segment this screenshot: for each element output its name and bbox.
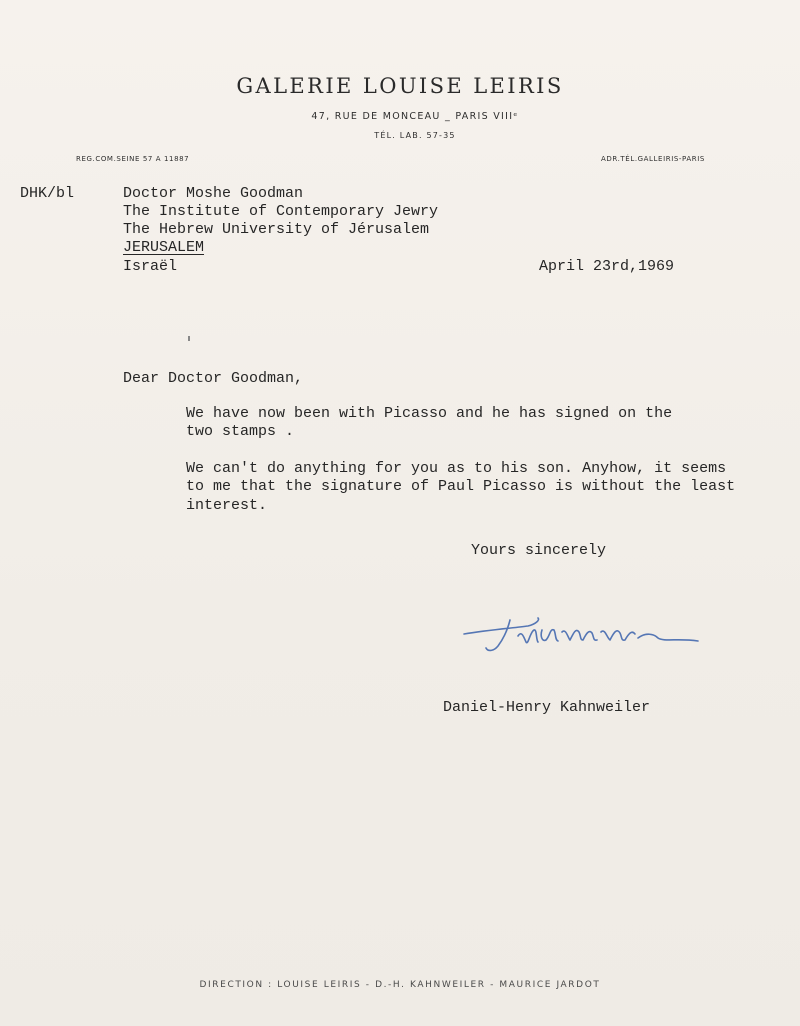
footer-direction: DIRECTION : LOUISE LEIRIS - D.-H. KAHNWEILER - MAURICE JARDOT — [199, 980, 601, 990]
recipient-name: Doctor Moshe Goodman — [123, 185, 304, 202]
registration-number: REG.COM.SEINE 57 A 11887 — [76, 155, 190, 163]
recipient-country: Israël — [123, 258, 178, 275]
letter-date: April 23rd,1969 — [539, 258, 675, 275]
body-line: We have now been with Picasso and he has signed on the — [186, 405, 673, 422]
closing: Yours sincerely — [471, 542, 607, 559]
gallery-name: GALERIE LOUISE LEIRIS — [236, 74, 564, 98]
reference-code: DHK/bl — [20, 185, 75, 202]
telegraphic-address: ADR.TÉL.GALLEIRIS-PARIS — [601, 155, 705, 163]
body-line: We can't do anything for you as to his son. Anyhow, it seems — [186, 460, 727, 477]
gallery-telephone: TÉL. LAB. 57-35 — [374, 131, 456, 140]
recipient-city: JERUSALEM — [123, 239, 205, 256]
gallery-address: 47, RUE DE MONCEAU _ PARIS VIIIᵉ — [311, 111, 519, 122]
body-line: interest. — [186, 497, 268, 514]
salutation: Dear Doctor Goodman, — [123, 370, 304, 387]
body-line: two stamps . — [186, 423, 295, 440]
recipient-university: The Hebrew University of Jérusalem — [123, 221, 430, 238]
handwritten-signature — [458, 608, 703, 656]
body-line: to me that the signature of Paul Picasso is without the least — [186, 478, 736, 495]
signatory-name: Daniel-Henry Kahnweiler — [443, 699, 651, 716]
recipient-institution: The Institute of Contemporary Jewry — [123, 203, 439, 220]
paper-mark — [188, 336, 190, 341]
